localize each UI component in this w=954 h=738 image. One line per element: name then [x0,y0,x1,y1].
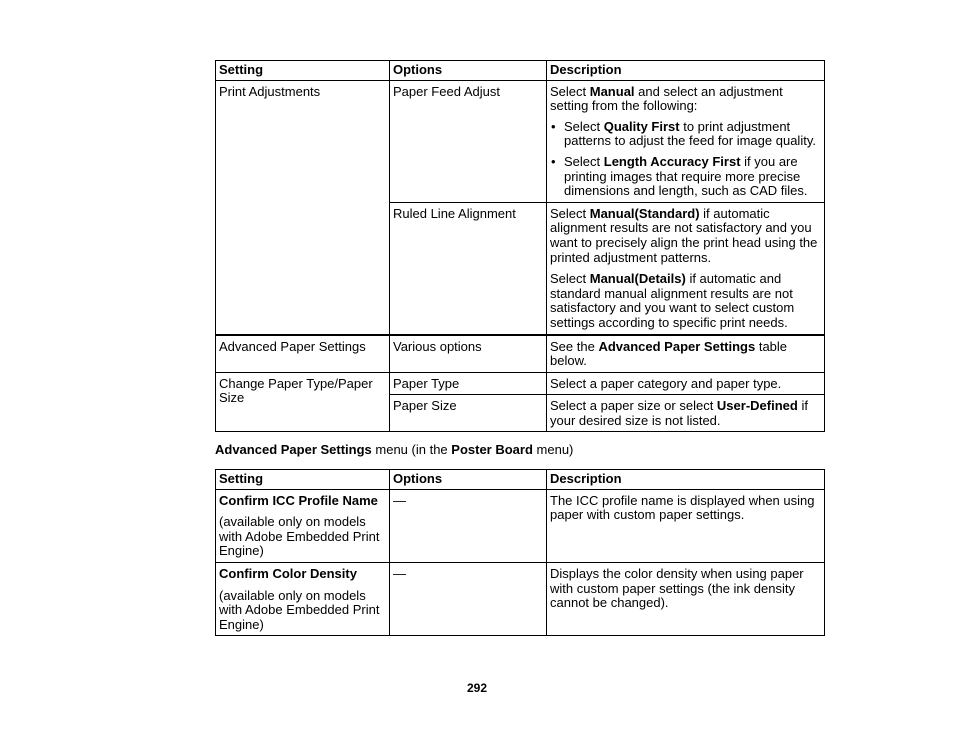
bullet-icon: • [551,153,556,169]
description-paper-size: Select a paper size or select User-Defined if your desired size is not listed. [547,395,825,432]
bullet-icon: • [551,118,556,134]
option-dash: — [390,489,547,562]
header-options: Options [390,470,547,490]
setting-confirm-color-density [216,562,390,635]
bullet-list [550,120,821,199]
table-row [216,562,825,635]
header-description: Description [547,470,825,490]
table-header-row [216,61,825,81]
list-item: • Select Quality First to print adjustment patterns to adjust the feed for image quality. [551,118,816,149]
setting-note: (available only on models with Adobe Embedded Print Engine) [219,514,380,559]
header-description: Description [547,61,825,81]
header-setting: Setting [216,61,390,81]
option-paper-feed-adjust: Paper Feed Adjust [390,80,547,202]
option-dash: — [390,562,547,635]
description-confirm-color-density: Displays the color density when using paper with custom paper settings (the ink density cannot be changed). [547,562,825,635]
setting-change-paper-type-size: Change Paper Type/Paper Size [216,372,390,432]
list-item: • Select Length Accuracy First if you are printing images that require more precise dimensions and length, such as CAD files. [551,153,808,199]
description-paragraph: Select Manual(Details) if automatic and standard manual alignment results are not satisfactory and you want to select custom settings according to specific print needs. [550,271,795,330]
print-settings-table [215,60,825,432]
option-paper-type: Paper Type [390,372,547,395]
setting-name: Confirm ICC Profile Name [219,492,378,508]
option-various-options: Various options [390,335,547,373]
header-setting: Setting [216,470,390,490]
setting-note: (available only on models with Adobe Embedded Print Engine) [219,587,380,632]
table-row [216,80,825,202]
setting-name: Confirm Color Density [219,565,357,581]
description-advanced-paper-settings: See the Advanced Paper Settings table below. [547,335,825,373]
header-options: Options [390,61,547,81]
table-header-row [216,470,825,490]
table-row [216,335,825,373]
table-row [216,372,825,395]
setting-confirm-icc-profile-name [216,489,390,562]
option-paper-size: Paper Size [390,395,547,432]
description-paper-feed-adjust [547,80,825,202]
description-ruled-line-alignment [547,202,825,334]
setting-print-adjustments: Print Adjustments [216,80,390,334]
table-row [216,489,825,562]
description-confirm-icc-profile-name: The ICC profile name is displayed when using paper with custom paper settings. [547,489,825,562]
description-paragraph: Select Manual and select an adjustment setting from the following: [550,83,783,114]
table-caption: Advanced Paper Settings menu (in the Poster Board menu) [215,442,574,457]
page-number: 292 [466,681,488,695]
description-paper-type: Select a paper category and paper type. [547,372,825,395]
description-paragraph: Select Manual(Standard) if automatic alignment results are not satisfactory and you want to precisely align the print head using the printed adjustment patterns. [550,205,818,265]
option-ruled-line-alignment: Ruled Line Alignment [390,202,547,334]
setting-advanced-paper-settings: Advanced Paper Settings [216,335,390,373]
advanced-paper-settings-table [215,469,825,636]
